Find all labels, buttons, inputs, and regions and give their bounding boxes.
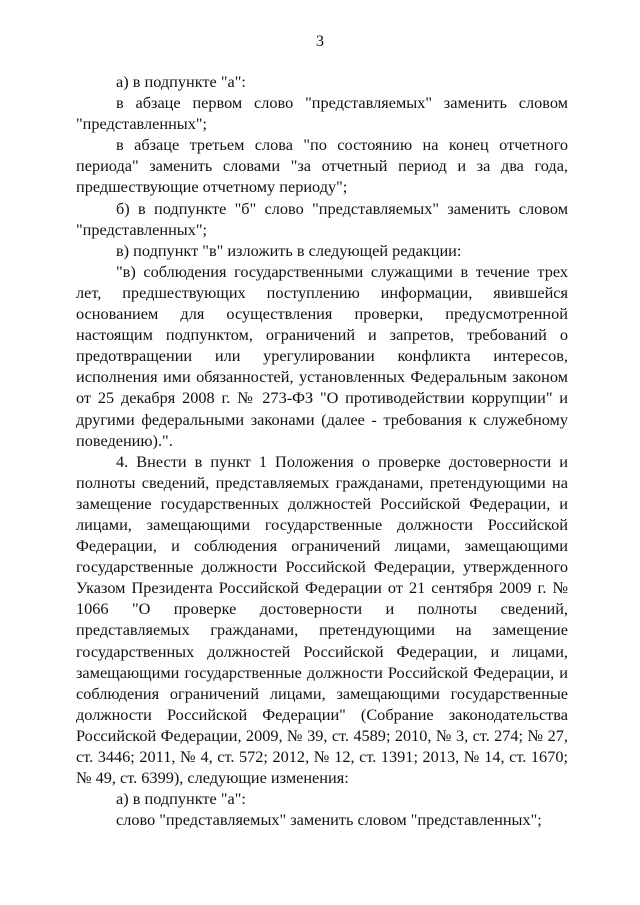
paragraph-item-4: 4. Внести в пункт 1 Положения о проверке достоверности и полноты сведений, представляемых гражданами, претендующими на замещение государственных должностей Российской Федерации, и лицами, замещающими государственные должности Российской Федерации, и соблюдения ограничений лицами, замещающими государственные должности Российской Федерации, утвержденного Указом Президента Российской Федерации от 21 сентября 2009 г. № 1066 "О проверке достоверности и полноты сведений, представляемых гражданами, претендующими на замещение государственных должностей Российской Федерации, и лицами, замещающими государственные должности Российской Федерации, и соблюдения ограничений лицами, замещающими государственные должности Российской Федерации" (Собрание законодательства Российской Федерации, 2009, № 39, ст. 4589; 2010, № 3, ст. 274; № 27, ст. 3446; 2011, № 4, ст. 572; 2012, № 12, ст. 1391; 2013, № 14, ст. 1670; № 49, ст. 6399), следующие изменения:	[76, 451, 568, 788]
paragraph-subitem-v: в) подпункт "в" изложить в следующей редакции:	[116, 240, 462, 260]
paragraph-item-4-replacement: слово "представляемых" заменить словом "представленных";	[116, 810, 542, 830]
paragraph-third-abzac: в абзаце третьем слова "по состоянию на конец отчетного периода" заменить словами "за отчетный период и за два года, предшествующие отчетному периоду";	[76, 135, 568, 197]
paragraph-item-4-subitem-a: а) в подпункте "а":	[116, 789, 246, 809]
paragraph-subitem-v-new-text: "в) соблюдения государственными служащими в течение трех лет, предшествующих поступлению информации, явившейся основанием для осуществления проверки, предусмотренной настоящим подпунктом, ограничений и запретов, требований о предотвращении или урегулировании конфликта интересов, исполнения ими обязанностей, установленных Федеральным законом от 25 декабря 2008 г. № 273-ФЗ "О противодействии коррупции" и другими федеральными законами (далее - требования к служебному поведению).".	[76, 261, 568, 450]
page-number: 3	[315, 31, 325, 50]
paragraph-subitem-a: а) в подпункте "а":	[116, 72, 246, 91]
paragraph-first-abzac: в абзаце первом слово "представляемых" заменить словом "представленных";	[76, 93, 568, 134]
document-body	[76, 71, 568, 830]
paragraph-subitem-b: б) в подпункте "б" слово "представляемых" заменить словом "представленных";	[76, 198, 568, 239]
